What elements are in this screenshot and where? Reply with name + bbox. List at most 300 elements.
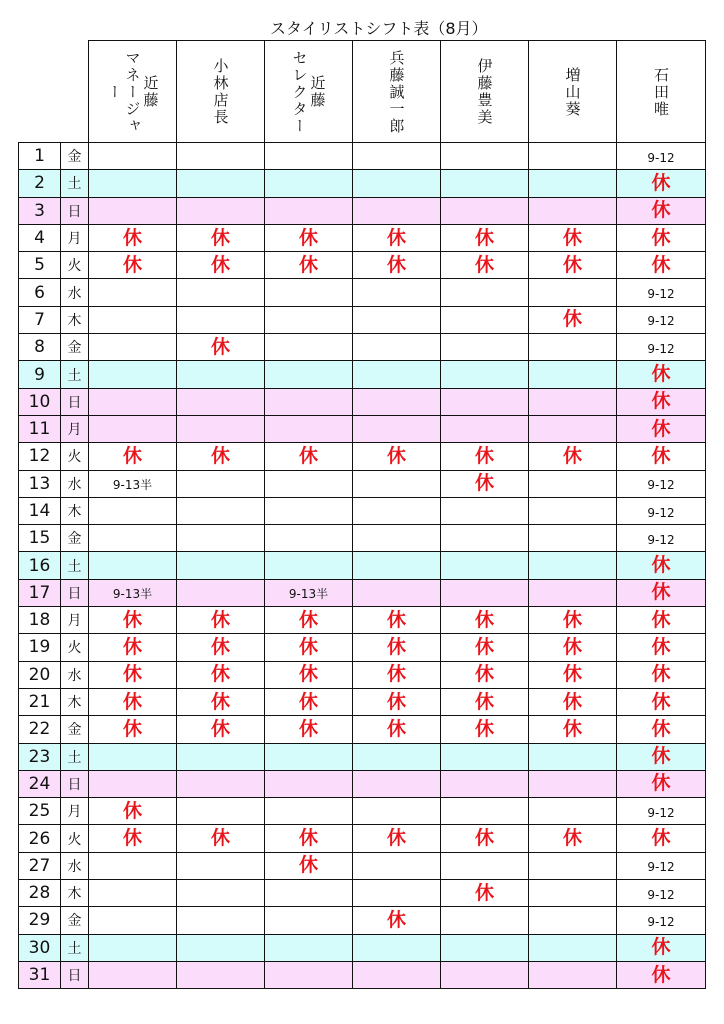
day-off-mark: 休 [651, 554, 671, 577]
staff-header-2 [177, 41, 265, 143]
shift-cell [265, 197, 353, 224]
day-row [19, 907, 706, 934]
staff-name-line: 増山葵 [563, 66, 582, 118]
day-off-mark: 休 [122, 444, 142, 467]
shift-cell [617, 143, 706, 170]
shift-cell [441, 634, 529, 661]
day-of-week: 月 [61, 415, 89, 442]
shift-cell [265, 388, 353, 415]
staff-name-line: 小林店長 [211, 58, 230, 126]
day-row [19, 552, 706, 579]
day-off-mark: 休 [562, 444, 582, 467]
day-off-mark: 休 [562, 663, 582, 686]
shift-cell [177, 361, 265, 388]
shift-cell [441, 361, 529, 388]
day-off-mark: 休 [651, 635, 671, 658]
day-number: 15 [19, 525, 61, 552]
day-row [19, 961, 706, 988]
day-off-mark: 休 [651, 827, 671, 850]
shift-cell [441, 716, 529, 743]
shift-cell [529, 388, 617, 415]
day-off-mark: 休 [210, 690, 230, 713]
shift-cell [529, 579, 617, 606]
shift-cell [441, 770, 529, 797]
staff-name-line: 伊藤豊美 [475, 58, 494, 126]
day-off-mark: 休 [122, 253, 142, 276]
day-off-mark: 休 [474, 226, 494, 249]
shift-time: 9-12 [647, 505, 675, 520]
day-of-week: 火 [61, 825, 89, 852]
shift-cell [89, 224, 177, 251]
shift-cell [441, 607, 529, 634]
shift-cell [617, 907, 706, 934]
day-of-week: 水 [61, 470, 89, 497]
day-off-mark: 休 [651, 363, 671, 386]
shift-cell [617, 388, 706, 415]
shift-cell [89, 798, 177, 825]
day-row [19, 197, 706, 224]
shift-cell [265, 279, 353, 306]
shift-cell [265, 415, 353, 442]
day-row [19, 825, 706, 852]
day-off-mark: 休 [386, 663, 406, 686]
day-off-mark: 休 [298, 253, 318, 276]
shift-cell [353, 661, 441, 688]
shift-cell [441, 743, 529, 770]
day-off-mark: 休 [210, 663, 230, 686]
shift-cell [441, 497, 529, 524]
shift-cell [353, 252, 441, 279]
shift-cell [177, 497, 265, 524]
shift-cell [265, 552, 353, 579]
shift-cell [177, 579, 265, 606]
day-off-mark: 休 [122, 799, 142, 822]
shift-table [18, 40, 706, 989]
shift-cell [177, 170, 265, 197]
staff-name-line: 兵藤誠一郎 [387, 49, 406, 135]
page-title: スタイリストシフト表（8月） [270, 19, 488, 38]
day-of-week: 木 [61, 688, 89, 715]
staff-name-line: 近藤 [308, 75, 327, 109]
day-off-mark: 休 [562, 827, 582, 850]
shift-cell [177, 825, 265, 852]
shift-cell [617, 470, 706, 497]
day-off-mark: 休 [474, 253, 494, 276]
shift-cell [529, 279, 617, 306]
day-off-mark: 休 [474, 663, 494, 686]
shift-cell [353, 361, 441, 388]
shift-cell [265, 716, 353, 743]
day-row [19, 470, 706, 497]
shift-cell [89, 880, 177, 907]
shift-cell [529, 443, 617, 470]
shift-cell [177, 415, 265, 442]
shift-cell [353, 634, 441, 661]
shift-cell [89, 634, 177, 661]
staff-header-3 [265, 41, 353, 143]
shift-cell [529, 252, 617, 279]
shift-cell [177, 634, 265, 661]
shift-cell [353, 415, 441, 442]
day-off-mark: 休 [651, 390, 671, 413]
day-row [19, 415, 706, 442]
shift-cell [177, 961, 265, 988]
day-off-mark: 休 [651, 253, 671, 276]
day-of-week: 金 [61, 907, 89, 934]
shift-cell [353, 197, 441, 224]
day-of-week: 火 [61, 634, 89, 661]
day-off-mark: 休 [651, 444, 671, 467]
shift-cell [353, 552, 441, 579]
staff-name [529, 47, 616, 137]
day-number: 3 [19, 197, 61, 224]
day-off-mark: 休 [210, 253, 230, 276]
shift-cell [441, 880, 529, 907]
day-off-mark: 休 [562, 308, 582, 331]
shift-cell [177, 525, 265, 552]
shift-cell [265, 470, 353, 497]
day-row [19, 252, 706, 279]
shift-cell [441, 415, 529, 442]
shift-cell [529, 497, 617, 524]
shift-cell [617, 934, 706, 961]
shift-cell [529, 661, 617, 688]
day-of-week: 月 [61, 224, 89, 251]
shift-cell [441, 143, 529, 170]
day-of-week: 土 [61, 552, 89, 579]
shift-time: 9-12 [647, 860, 675, 875]
corner-cell [19, 41, 89, 143]
shift-cell [265, 661, 353, 688]
day-number: 5 [19, 252, 61, 279]
day-number: 4 [19, 224, 61, 251]
day-off-mark: 休 [386, 827, 406, 850]
day-row [19, 388, 706, 415]
shift-cell [177, 334, 265, 361]
day-off-mark: 休 [651, 171, 671, 194]
staff-name-line: 石田唯 [652, 66, 670, 118]
shift-cell [89, 306, 177, 333]
day-row [19, 306, 706, 333]
day-off-mark: 休 [298, 444, 318, 467]
day-off-mark: 休 [386, 226, 406, 249]
day-off-mark: 休 [298, 854, 318, 877]
shift-cell [617, 224, 706, 251]
shift-cell [441, 525, 529, 552]
day-off-mark: 休 [562, 253, 582, 276]
shift-cell [529, 525, 617, 552]
shift-cell [529, 197, 617, 224]
shift-cell [529, 143, 617, 170]
shift-cell [617, 306, 706, 333]
shift-time: 9-12 [647, 532, 675, 547]
day-off-mark: 休 [210, 335, 230, 358]
shift-cell [617, 334, 706, 361]
staff-header-6 [529, 41, 617, 143]
day-of-week: 火 [61, 252, 89, 279]
day-number: 14 [19, 497, 61, 524]
shift-cell [89, 470, 177, 497]
day-number: 13 [19, 470, 61, 497]
day-of-week: 金 [61, 716, 89, 743]
day-off-mark: 休 [651, 417, 671, 440]
day-off-mark: 休 [386, 908, 406, 931]
day-off-mark: 休 [651, 608, 671, 631]
shift-cell [529, 743, 617, 770]
day-off-mark: 休 [210, 444, 230, 467]
shift-cell [441, 443, 529, 470]
day-number: 25 [19, 798, 61, 825]
day-number: 1 [19, 143, 61, 170]
shift-cell [617, 415, 706, 442]
day-number: 11 [19, 415, 61, 442]
day-off-mark: 休 [651, 226, 671, 249]
day-number: 26 [19, 825, 61, 852]
day-row [19, 934, 706, 961]
shift-cell [441, 961, 529, 988]
shift-cell [265, 907, 353, 934]
shift-cell [617, 743, 706, 770]
shift-cell [529, 415, 617, 442]
shift-cell [617, 880, 706, 907]
shift-cell [441, 934, 529, 961]
day-off-mark: 休 [122, 608, 142, 631]
staff-name [89, 47, 176, 137]
shift-cell [353, 825, 441, 852]
shift-cell [177, 279, 265, 306]
day-off-mark: 休 [122, 717, 142, 740]
day-of-week: 日 [61, 961, 89, 988]
shift-cell [265, 443, 353, 470]
day-of-week: 土 [61, 934, 89, 961]
day-number: 7 [19, 306, 61, 333]
shift-cell [617, 361, 706, 388]
day-row [19, 224, 706, 251]
day-number: 31 [19, 961, 61, 988]
day-off-mark: 休 [651, 936, 671, 959]
shift-cell [617, 579, 706, 606]
day-row [19, 497, 706, 524]
day-off-mark: 休 [562, 226, 582, 249]
shift-cell [353, 607, 441, 634]
shift-cell [177, 907, 265, 934]
shift-cell [89, 415, 177, 442]
shift-cell [617, 552, 706, 579]
day-of-week: 木 [61, 306, 89, 333]
shift-cell [617, 252, 706, 279]
shift-cell [529, 170, 617, 197]
day-row [19, 661, 706, 688]
day-off-mark: 休 [386, 253, 406, 276]
shift-time: 9-12 [647, 478, 675, 493]
day-off-mark: 休 [386, 608, 406, 631]
day-row [19, 279, 706, 306]
shift-time: 9-12 [647, 914, 675, 929]
shift-cell [177, 470, 265, 497]
shift-cell [529, 634, 617, 661]
shift-time: 9-13半 [288, 587, 329, 602]
day-off-mark: 休 [210, 608, 230, 631]
day-of-week: 土 [61, 361, 89, 388]
day-row [19, 634, 706, 661]
day-number: 21 [19, 688, 61, 715]
shift-cell [265, 497, 353, 524]
shift-cell [617, 716, 706, 743]
shift-cell [177, 661, 265, 688]
day-of-week: 水 [61, 279, 89, 306]
day-of-week: 水 [61, 661, 89, 688]
shift-cell [89, 388, 177, 415]
day-number: 18 [19, 607, 61, 634]
shift-cell [265, 743, 353, 770]
shift-cell [529, 961, 617, 988]
day-off-mark: 休 [298, 226, 318, 249]
day-of-week: 日 [61, 197, 89, 224]
staff-header-row [19, 41, 706, 143]
staff-name-line: セレクター [290, 49, 309, 135]
staff-name [353, 47, 440, 137]
shift-cell [529, 470, 617, 497]
day-number: 20 [19, 661, 61, 688]
day-number: 2 [19, 170, 61, 197]
shift-cell [441, 170, 529, 197]
staff-header-1 [89, 41, 177, 143]
shift-cell [89, 934, 177, 961]
shift-cell [441, 798, 529, 825]
shift-cell [177, 607, 265, 634]
shift-cell [441, 334, 529, 361]
day-off-mark: 休 [651, 581, 671, 604]
day-of-week: 日 [61, 579, 89, 606]
shift-cell [89, 497, 177, 524]
shift-cell [89, 770, 177, 797]
shift-cell [265, 334, 353, 361]
shift-cell [265, 143, 353, 170]
shift-cell [441, 470, 529, 497]
day-off-mark: 休 [474, 827, 494, 850]
shift-cell [441, 388, 529, 415]
shift-cell [89, 170, 177, 197]
day-number: 6 [19, 279, 61, 306]
day-off-mark: 休 [651, 745, 671, 768]
shift-cell [617, 607, 706, 634]
shift-cell [177, 798, 265, 825]
shift-cell [265, 252, 353, 279]
shift-cell [529, 880, 617, 907]
day-number: 12 [19, 443, 61, 470]
shift-time: 9-12 [647, 805, 675, 820]
day-off-mark: 休 [474, 881, 494, 904]
shift-cell [617, 634, 706, 661]
shift-cell [265, 688, 353, 715]
day-off-mark: 休 [651, 772, 671, 795]
shift-cell [89, 716, 177, 743]
day-row [19, 143, 706, 170]
shift-cell [265, 852, 353, 879]
shift-cell [617, 279, 706, 306]
day-of-week: 土 [61, 170, 89, 197]
shift-cell [529, 716, 617, 743]
day-number: 29 [19, 907, 61, 934]
shift-cell [617, 798, 706, 825]
shift-time: 9-12 [647, 341, 675, 356]
shift-cell [617, 197, 706, 224]
day-row [19, 770, 706, 797]
shift-cell [89, 579, 177, 606]
shift-cell [441, 579, 529, 606]
day-off-mark: 休 [386, 717, 406, 740]
shift-cell [89, 143, 177, 170]
shift-cell [529, 552, 617, 579]
shift-cell [353, 770, 441, 797]
day-off-mark: 休 [474, 444, 494, 467]
shift-cell [617, 443, 706, 470]
day-off-mark: 休 [651, 199, 671, 222]
day-of-week: 木 [61, 880, 89, 907]
shift-cell [441, 852, 529, 879]
shift-cell [617, 688, 706, 715]
staff-name-line: マネージャー [105, 49, 142, 135]
shift-cell [265, 579, 353, 606]
shift-cell [89, 688, 177, 715]
day-row [19, 361, 706, 388]
day-row [19, 716, 706, 743]
day-of-week: 土 [61, 743, 89, 770]
shift-cell [177, 443, 265, 470]
day-off-mark: 休 [386, 690, 406, 713]
shift-cell [529, 306, 617, 333]
shift-cell [89, 907, 177, 934]
shift-cell [441, 825, 529, 852]
day-off-mark: 休 [122, 690, 142, 713]
day-number: 28 [19, 880, 61, 907]
shift-cell [89, 852, 177, 879]
shift-cell [617, 497, 706, 524]
day-number: 9 [19, 361, 61, 388]
shift-time: 9-13半 [112, 478, 153, 493]
day-off-mark: 休 [474, 472, 494, 495]
shift-cell [177, 743, 265, 770]
shift-cell [617, 825, 706, 852]
day-off-mark: 休 [474, 608, 494, 631]
shift-cell [89, 361, 177, 388]
shift-cell [177, 143, 265, 170]
shift-cell [89, 825, 177, 852]
day-row [19, 688, 706, 715]
day-row [19, 798, 706, 825]
shift-time: 9-12 [647, 150, 675, 165]
day-row [19, 525, 706, 552]
day-of-week: 金 [61, 334, 89, 361]
day-of-week: 金 [61, 525, 89, 552]
shift-cell [441, 306, 529, 333]
shift-cell [353, 306, 441, 333]
shift-cell [177, 852, 265, 879]
day-off-mark: 休 [474, 717, 494, 740]
shift-cell [441, 907, 529, 934]
shift-cell [441, 197, 529, 224]
day-off-mark: 休 [122, 635, 142, 658]
day-number: 30 [19, 934, 61, 961]
shift-cell [265, 880, 353, 907]
shift-cell [177, 934, 265, 961]
day-of-week: 水 [61, 852, 89, 879]
day-of-week: 日 [61, 388, 89, 415]
day-off-mark: 休 [562, 635, 582, 658]
staff-name [617, 47, 705, 137]
day-number: 17 [19, 579, 61, 606]
day-off-mark: 休 [651, 717, 671, 740]
